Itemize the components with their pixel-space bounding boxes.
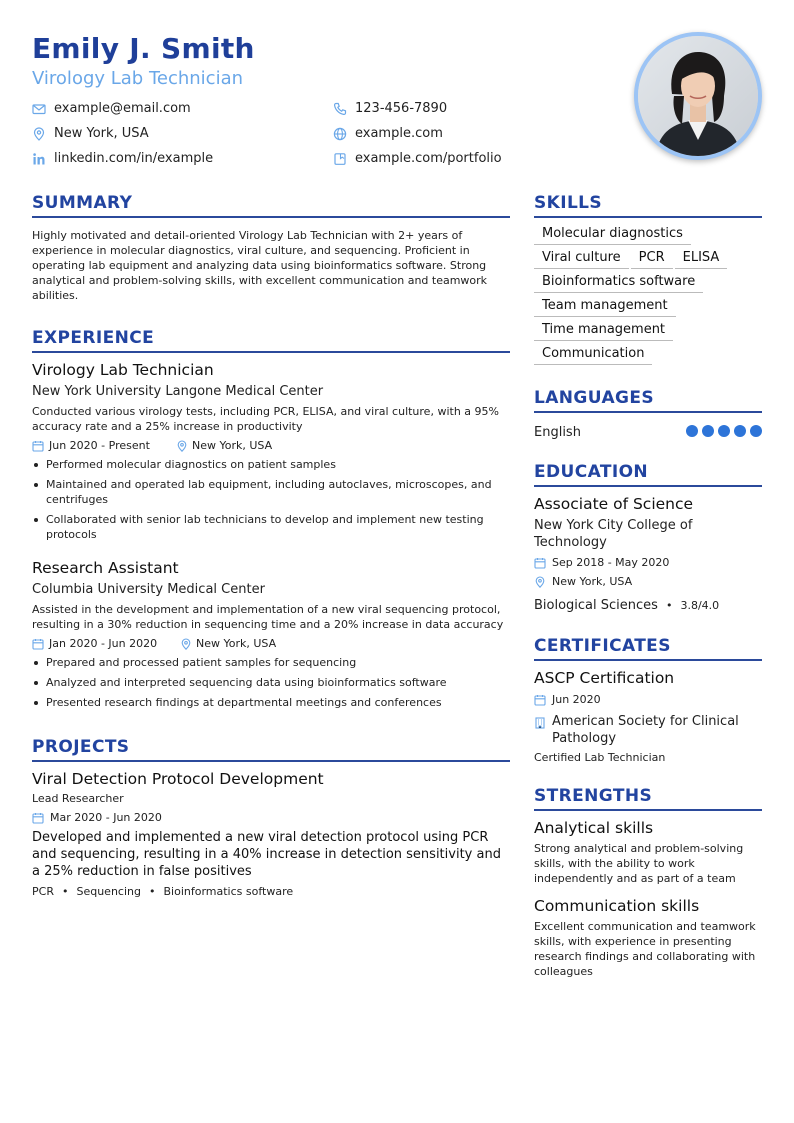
job-title: Research Assistant xyxy=(32,559,179,577)
candidate-role: Virology Lab Technician xyxy=(32,68,244,89)
project-role: Lead Researcher xyxy=(32,792,124,805)
education-section xyxy=(534,461,762,615)
project-tag: PCR xyxy=(32,885,54,898)
email-text: example@email.com xyxy=(54,101,191,116)
calendar-icon xyxy=(32,440,44,452)
list-item: Presented research findings at departmental meetings and conferences xyxy=(32,695,510,710)
level-dot xyxy=(686,425,698,437)
skills-heading: SKILLS xyxy=(534,192,762,218)
certificates-section xyxy=(534,635,762,765)
website-text: example.com xyxy=(355,126,443,141)
education-field-row xyxy=(534,595,762,615)
experience-item xyxy=(32,360,510,542)
skill-tag: Team management xyxy=(534,297,676,317)
email-icon xyxy=(32,102,46,116)
profile-photo xyxy=(634,32,762,160)
education-location-row xyxy=(534,574,762,590)
skill-tag: ELISA xyxy=(675,249,728,269)
right-column xyxy=(534,192,762,979)
portfolio-text: example.com/portfolio xyxy=(355,151,502,166)
job-meta xyxy=(32,636,510,652)
languages-section xyxy=(534,387,762,441)
job-title: Virology Lab Technician xyxy=(32,361,214,379)
certificate-issuer-row xyxy=(534,713,762,747)
skill-tag: PCR xyxy=(631,249,673,269)
list-item: Analyzed and interpreted sequencing data using bioinformatics software xyxy=(32,675,510,690)
project-tag: Bioinformatics software xyxy=(163,885,294,898)
languages-heading: LANGUAGES xyxy=(534,387,762,413)
location-text: New York, USA xyxy=(54,126,149,141)
project-description: Developed and implemented a new viral detection protocol using PCR and sequencing, resulting in a 40% increase in detection sensitivity and a 25% reduction in false positives xyxy=(32,830,501,879)
location-pin-icon xyxy=(32,127,46,141)
project-tags xyxy=(32,884,510,899)
strengths-heading: STRENGTHS xyxy=(534,785,762,811)
education-heading: EDUCATION xyxy=(534,461,762,487)
education-field: Biological Sciences xyxy=(534,598,658,613)
summary-text: Highly motivated and detail-oriented Virology Lab Technician with 2+ years of experience in molecular diagnostics, viral culture, and sequencing. Proficient in operating lab equipment and analyzing data using bioinformatics software. Strong analytical and problem-solving skills, with excellent communication and teamwork abilities. xyxy=(32,229,488,302)
list-item: Collaborated with senior lab technicians to develop and implement new testing protocols xyxy=(32,512,510,542)
certificates-heading: CERTIFICATES xyxy=(534,635,762,661)
language-level-dots xyxy=(682,425,762,437)
summary-heading: SUMMARY xyxy=(32,192,510,218)
education-location: New York, USA xyxy=(552,575,633,588)
project-item xyxy=(32,769,510,899)
phone-text: 123-456-7890 xyxy=(355,101,448,116)
strength-description: Strong analytical and problem-solving skills, with the ability to work independently and as part of a team xyxy=(534,842,744,885)
education-degree: Associate of Science xyxy=(534,495,694,513)
location-pin-icon xyxy=(180,638,192,650)
building-icon xyxy=(534,717,546,729)
certificate-date-row xyxy=(534,692,762,708)
portfolio-icon xyxy=(333,152,347,166)
left-column xyxy=(32,192,510,899)
skills-section xyxy=(534,192,762,369)
separator-dot: • xyxy=(148,885,156,898)
job-bullets xyxy=(32,457,510,542)
experience-item xyxy=(32,558,510,710)
skills-list xyxy=(534,225,762,369)
candidate-name: Emily J. Smith xyxy=(32,32,255,65)
project-title: Viral Detection Protocol Development xyxy=(32,770,324,788)
calendar-icon xyxy=(534,557,546,569)
skill-tag: Bioinformatics software xyxy=(534,273,703,293)
linkedin-icon xyxy=(32,152,46,166)
linkedin-text: linkedin.com/in/example xyxy=(54,151,214,166)
skill-tag: Communication xyxy=(534,345,652,365)
list-item: Maintained and operated lab equipment, including autoclaves, microscopes, and centrifuges xyxy=(32,477,510,507)
level-dot xyxy=(734,425,746,437)
job-meta xyxy=(32,438,510,454)
skill-tag: Viral culture xyxy=(534,249,629,269)
job-location: New York, USA xyxy=(196,637,277,650)
list-item: Prepared and processed patient samples for sequencing xyxy=(32,655,510,670)
experience-section xyxy=(32,327,510,710)
job-description: Conducted various virology tests, including PCR, ELISA, and viral culture, with a 95% accuracy rate and a 25% increase in productivity xyxy=(32,405,499,433)
location-pin-icon xyxy=(534,576,546,588)
projects-section xyxy=(32,736,510,899)
project-tag: Sequencing xyxy=(76,885,141,898)
certificate-issuer: American Society for Clinical Pathology xyxy=(552,714,739,746)
project-meta xyxy=(32,810,510,826)
level-dot xyxy=(718,425,730,437)
calendar-icon xyxy=(32,812,44,824)
projects-heading: PROJECTS xyxy=(32,736,510,762)
calendar-icon xyxy=(534,694,546,706)
education-dates: Sep 2018 - May 2020 xyxy=(552,556,670,569)
job-description: Assisted in the development and implementation of a new viral sequencing protocol, resulting in a 30% reduction in sequencing time and a 20% increase in data accuracy xyxy=(32,603,504,631)
job-bullets xyxy=(32,655,510,710)
location-pin-icon xyxy=(176,440,188,452)
experience-heading: EXPERIENCE xyxy=(32,327,510,353)
job-dates: Jun 2020 - Present xyxy=(49,439,150,452)
level-dot xyxy=(702,425,714,437)
globe-icon xyxy=(333,127,347,141)
strength-title: Communication skills xyxy=(534,897,700,915)
education-gpa: 3.8/4.0 xyxy=(680,599,720,612)
job-location: New York, USA xyxy=(192,439,273,452)
skill-tag: Time management xyxy=(534,321,673,341)
certificate-name: ASCP Certification xyxy=(534,669,675,687)
summary-section xyxy=(32,192,510,303)
strength-description: Excellent communication and teamwork skills, with experience in presenting research findings and collaborating with colleagues xyxy=(534,920,756,978)
job-dates: Jan 2020 - Jun 2020 xyxy=(49,637,158,650)
level-dot xyxy=(750,425,762,437)
phone-icon xyxy=(333,102,347,116)
certificate-date: Jun 2020 xyxy=(552,693,601,706)
language-name: English xyxy=(534,425,581,440)
job-organization: Columbia University Medical Center xyxy=(32,582,265,597)
skill-tag: Molecular diagnostics xyxy=(534,225,691,245)
education-school: New York City College of Technology xyxy=(534,518,693,550)
separator-dot: • xyxy=(665,599,673,612)
project-dates: Mar 2020 - Jun 2020 xyxy=(50,811,162,824)
certificate-description: Certified Lab Technician xyxy=(534,751,666,764)
strength-title: Analytical skills xyxy=(534,819,654,837)
avatar xyxy=(638,36,758,156)
education-dates-row xyxy=(534,555,762,571)
job-organization: New York University Langone Medical Center xyxy=(32,384,324,399)
strength-item xyxy=(534,896,762,979)
language-item xyxy=(534,421,762,441)
strength-item xyxy=(534,818,762,886)
strengths-section xyxy=(534,785,762,979)
calendar-icon xyxy=(32,638,44,650)
separator-dot: • xyxy=(61,885,69,898)
list-item: Performed molecular diagnostics on patient samples xyxy=(32,457,510,472)
